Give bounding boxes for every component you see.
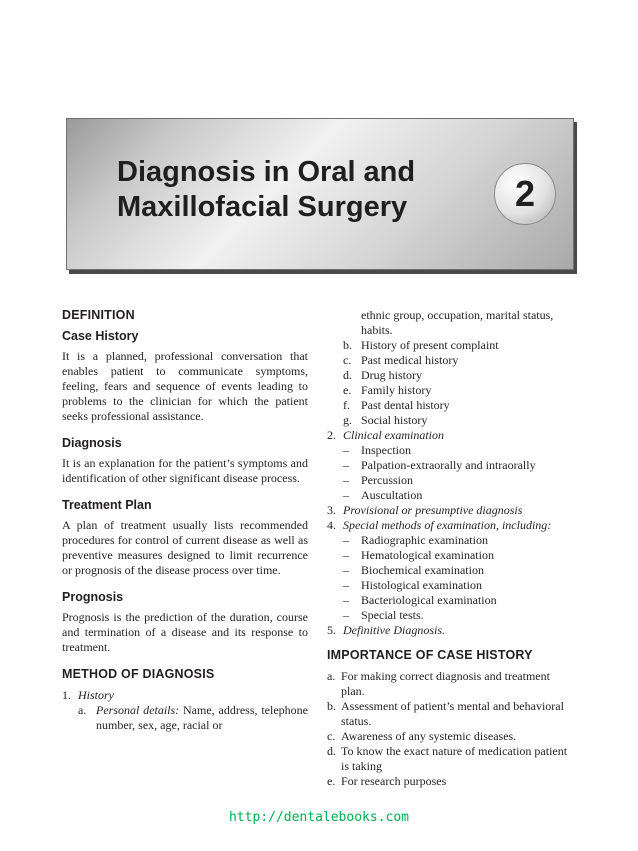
dash-marker: – (343, 578, 349, 592)
list-item-text: Family history (361, 383, 432, 397)
dash-item-text: Percussion (361, 473, 413, 487)
dash-marker: – (343, 488, 349, 502)
list-marker: a. (78, 703, 87, 717)
list-item-history (62, 688, 308, 703)
footer-website-link[interactable]: http://dentalebooks.com (228, 810, 409, 825)
diagnosis-text: It is an explanation for the patient’s symptoms and identification of other significant disease process. (62, 456, 308, 485)
personal-details-continued: ethnic group, occupation, marital status, habits. (361, 308, 554, 337)
personal-details-label: Personal details: (96, 703, 180, 717)
dash-marker: – (343, 458, 349, 472)
list-item-clinical-examination (327, 428, 573, 443)
list-marker: b. (343, 338, 352, 352)
list-marker: 4. (327, 518, 336, 532)
dash-marker: – (343, 593, 349, 607)
list-marker: b. (327, 699, 336, 713)
definitive-diagnosis-label: Definitive Diagnosis. (343, 623, 445, 637)
list-item-special-methods (327, 518, 573, 533)
list-marker: 5. (327, 623, 336, 637)
importance-item (327, 729, 573, 744)
importance-heading: IMPORTANCE OF CASE HISTORY (327, 648, 533, 662)
dash-item-text: Bacteriological examination (361, 593, 497, 607)
dash-item-text: Special tests. (361, 608, 424, 622)
list-marker: 2. (327, 428, 336, 442)
chapter-banner (66, 118, 574, 270)
importance-item-text: Assessment of patient’s mental and behavioral status. (341, 699, 564, 728)
chapter-title-line-2: Maxillofacial Surgery (117, 191, 408, 223)
list-marker: 3. (327, 503, 336, 517)
dash-marker: – (343, 563, 349, 577)
treatment-plan-heading: Treatment Plan (62, 498, 152, 512)
list-item-history-e (327, 383, 573, 398)
list-marker: d. (343, 368, 352, 382)
list-item-text: History of present complaint (361, 338, 499, 352)
importance-item-text: For research purposes (341, 774, 447, 788)
clinical-examination-label: Clinical examination (343, 428, 444, 442)
dash-item (327, 533, 573, 548)
dash-item-text: Inspection (361, 443, 411, 457)
prognosis-text: Prognosis is the prediction of the duration, course and termination of a disease and its response to treatment. (62, 610, 308, 654)
dash-marker: – (343, 548, 349, 562)
special-methods-label: Special methods of examination, including: (343, 518, 552, 532)
list-marker: c. (343, 353, 352, 367)
dash-item-text: Palpation-extraorally and intraorally (361, 458, 536, 472)
dash-item (327, 578, 573, 593)
dash-item (327, 473, 573, 488)
dash-marker: – (343, 443, 349, 457)
list-item-text: Drug history (361, 368, 422, 382)
case-history-heading: Case History (62, 329, 139, 343)
dash-item (327, 548, 573, 563)
list-marker: 1. (62, 688, 71, 702)
dash-item-text: Hematological examination (361, 548, 494, 562)
provisional-diagnosis-label: Provisional or presumptive diagnosis (343, 503, 523, 517)
dash-item (327, 608, 573, 623)
case-history-text: It is a planned, professional conversation that enables patient to communicate symptoms, feeling, fears and sequence of events leading to problems to the clinician for which the patient seeks professional assistance. (62, 349, 308, 423)
dash-item (327, 593, 573, 608)
list-item-history-d (327, 368, 573, 383)
list-item-provisional-diagnosis (327, 503, 573, 518)
personal-details-text: Name, address, telephone number, sex, age, racial or (96, 703, 308, 732)
history-label: History (78, 688, 114, 702)
dash-marker: – (343, 608, 349, 622)
importance-item (327, 774, 573, 789)
list-marker: c. (327, 729, 336, 743)
list-item-text: Social history (361, 413, 428, 427)
list-item-history-b (327, 338, 573, 353)
list-item-text: Past medical history (361, 353, 459, 367)
list-marker: a. (327, 669, 336, 683)
importance-item (327, 669, 573, 699)
method-of-diagnosis-heading: METHOD OF DIAGNOSIS (62, 667, 215, 681)
list-marker: e. (327, 774, 336, 788)
list-marker: d. (327, 744, 336, 758)
right-column (327, 308, 573, 789)
diagnosis-heading: Diagnosis (62, 436, 122, 450)
list-item-history-f (327, 398, 573, 413)
list-item-history-c (327, 353, 573, 368)
chapter-title-line-1: Diagnosis in Oral and (117, 156, 416, 188)
definition-heading: DEFINITION (62, 308, 135, 322)
list-item-definitive-diagnosis (327, 623, 573, 638)
dash-item-text: Auscultation (361, 488, 423, 502)
importance-item (327, 699, 573, 729)
list-marker: e. (343, 383, 352, 397)
importance-item-text: For making correct diagnosis and treatment plan. (341, 669, 550, 698)
list-marker: g. (343, 413, 352, 427)
importance-item (327, 744, 573, 774)
importance-item-text: To know the exact nature of medication patient is taking (341, 744, 568, 773)
dash-item (327, 458, 573, 473)
dash-marker: – (343, 533, 349, 547)
left-column (62, 308, 308, 733)
dash-item (327, 488, 573, 503)
chapter-number-badge: 2 (494, 163, 556, 225)
dash-item (327, 443, 573, 458)
dash-item-text: Radiographic examination (361, 533, 488, 547)
chapter-title (117, 155, 415, 225)
prognosis-heading: Prognosis (62, 590, 124, 604)
dash-item-text: Histological examination (361, 578, 482, 592)
treatment-plan-text: A plan of treatment usually lists recommended procedures for control of current disease as well as preventive measures designed to limit recurrence or prognosis of the disease process over time. (62, 518, 308, 577)
list-item-history-g (327, 413, 573, 428)
list-item-personal-details (62, 703, 308, 733)
importance-item-text: Awareness of any systemic diseases. (341, 729, 517, 743)
dash-item (327, 563, 573, 578)
list-marker: f. (343, 398, 350, 412)
list-item-text: Past dental history (361, 398, 450, 412)
dash-item-text: Biochemical examination (361, 563, 484, 577)
dash-marker: – (343, 473, 349, 487)
